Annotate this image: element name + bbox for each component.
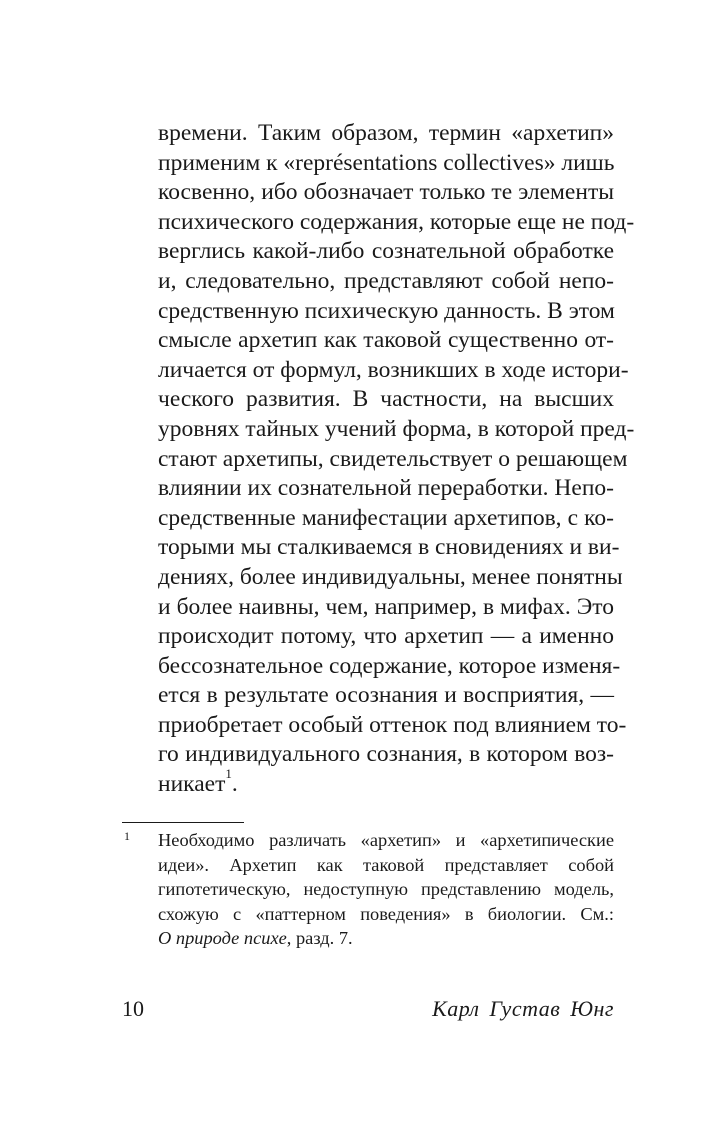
footnote-line: Необходимо различать «архетип» и «архетипические	[158, 830, 614, 850]
footnote	[158, 828, 614, 951]
text-line: ческого развития. В частности, на высших	[158, 386, 614, 413]
text-line: и более наивны, чем, например, в мифах. Это	[158, 593, 614, 620]
cited-work-title: О природе психе	[158, 928, 287, 949]
text-line: личается от формул, возникших в ходе истори-	[158, 356, 629, 383]
text-line: применим к «représentations collectives» лишь	[158, 149, 615, 176]
text-line: приобретает особый оттенок под влиянием то-	[158, 711, 627, 738]
text-line: бессознательное содержание, которое изменя-	[158, 652, 621, 679]
last-line-end: .	[231, 771, 238, 798]
text-line-last	[158, 766, 614, 800]
text-line: психического содержания, которые еще не под-	[158, 208, 635, 235]
text-line: времени. Таким образом, термин «архетип»	[158, 120, 614, 146]
footnote-marker: 1	[124, 829, 130, 843]
footnote-line-last	[158, 926, 614, 951]
text-line: ется в результате осознания и восприятия, —	[158, 682, 614, 709]
main-text	[158, 119, 635, 800]
footnote-line: гипотетическую, недоступную представлению модель,	[158, 879, 614, 900]
text-line: средственные манифестации архетипов, с ко-	[158, 504, 614, 531]
cited-work-section: , разд. 7.	[286, 928, 353, 949]
text-line: го индивидуального сознания, в котором воз-	[158, 741, 614, 768]
last-line-text: никает	[158, 771, 226, 798]
text-line: торыми мы сталкиваемся в сновидениях и ви-	[158, 534, 620, 561]
text-line: и, следовательно, представляют собой непо-	[158, 267, 614, 294]
footnote-reference[interactable]: 1	[225, 766, 232, 782]
text-line: смысле архетип как таковой существенно от-	[158, 327, 614, 354]
running-footer-author: Карл Густав Юнг	[432, 996, 614, 1021]
footnote-line: идеи». Архетип как таковой представляет собой	[158, 854, 614, 875]
text-line: средственную психическую данность. В этом	[158, 297, 615, 324]
page-number: 10	[122, 996, 144, 1021]
text-line: происходит потому, что архетип — а именно	[158, 623, 614, 650]
text-line: уровнях тайных учений форма, в которой пред-	[158, 415, 635, 442]
text-line: косвенно, ибо обозначает только те элементы	[158, 179, 614, 206]
text-line: стают архетипы, свидетельствует о решающем	[158, 445, 628, 472]
text-line: дениях, более индивидуальны, менее понятны	[158, 563, 623, 590]
footnote-line: схожую с «паттерном поведения» в биологии. См.:	[158, 903, 614, 924]
text-line: влиянии их сознательной переработки. Непо-	[158, 475, 614, 502]
footnote-divider	[122, 822, 244, 823]
text-line: верглись какой-либо сознательной обработке	[158, 238, 614, 265]
